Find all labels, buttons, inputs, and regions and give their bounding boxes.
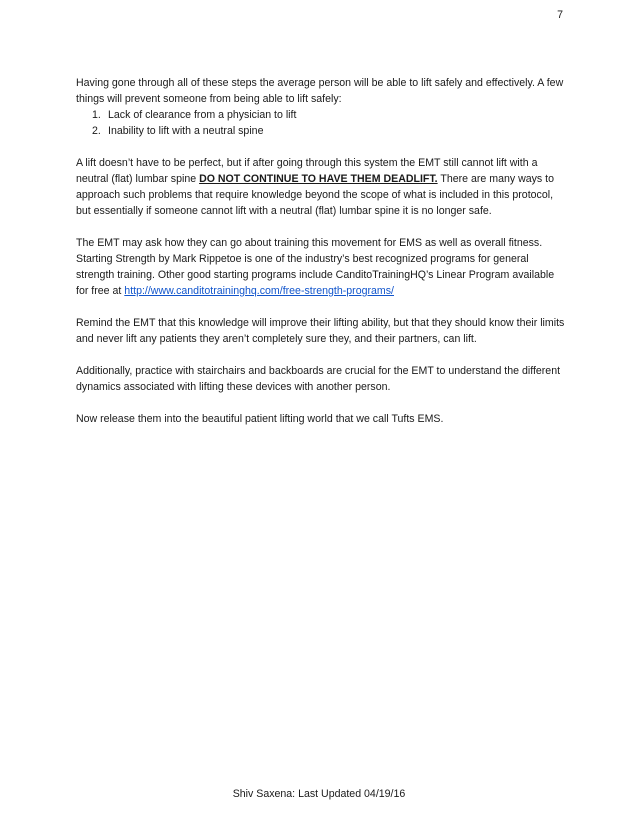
list-item: [76, 123, 568, 139]
release-paragraph: Now release them into the beautiful patient lifting world that we call Tufts EMS.: [76, 413, 444, 425]
candito-programs-link[interactable]: http://www.canditotraininghq.com/free-strength-programs/: [124, 285, 394, 297]
intro-paragraph: Having gone through all of these steps the average person will be able to lift safely and effectively. A few things will prevent someone from being able to lift safely:: [76, 77, 564, 105]
deadlift-warning: DO NOT CONTINUE TO HAVE THEM DEADLIFT.: [199, 173, 438, 185]
remind-paragraph: Remind the EMT that this knowledge will improve their lifting ability, but that they should know their limits and never lift any patients they aren’t completely sure they, and their partners, can lift.: [76, 317, 565, 345]
additionally-paragraph: Additionally, practice with stairchairs and backboards are crucial for the EMT to understand the different dynamics associated with lifting these devices with another person.: [76, 365, 561, 393]
imperfect-lift-text-start: A lift doesn’t have to be perfect, but if after going through this system the EMT still cannot lift with a neutral (flat) lumbar spine: [76, 157, 538, 185]
list-item-text: Inability to lift with a neutral spine: [108, 125, 264, 137]
page-footer: Shiv Saxena: Last Updated 04/19/16: [232, 788, 406, 800]
training-text: The EMT may ask how they can go about training this movement for EMS as well as overall fitness. Starting Strength by Mark Rippetoe is one of the industry’s best recognized programs for general strength training. Other good starting programs include CanditoTrainingHQ’s Linear Program available for free at: [76, 237, 555, 297]
list-item-number: 1.: [92, 109, 101, 121]
training-paragraph: [76, 235, 568, 299]
imperfect-lift-paragraph: [76, 155, 568, 219]
list-item-text: Lack of clearance from a physician to lift: [108, 109, 297, 121]
document-body: [76, 75, 568, 443]
numbered-list: [76, 107, 568, 139]
list-item-number: 2.: [92, 125, 101, 137]
imperfect-lift-text-end: There are many ways to approach such problems that require knowledge beyond the scope of what is included in this protocol, but essentially if someone cannot lift with a neutral (flat) lumbar spine it is no longer safe.: [76, 173, 555, 217]
page-number: 7: [557, 9, 563, 21]
intro-section: [76, 75, 568, 139]
list-item: [76, 107, 568, 123]
